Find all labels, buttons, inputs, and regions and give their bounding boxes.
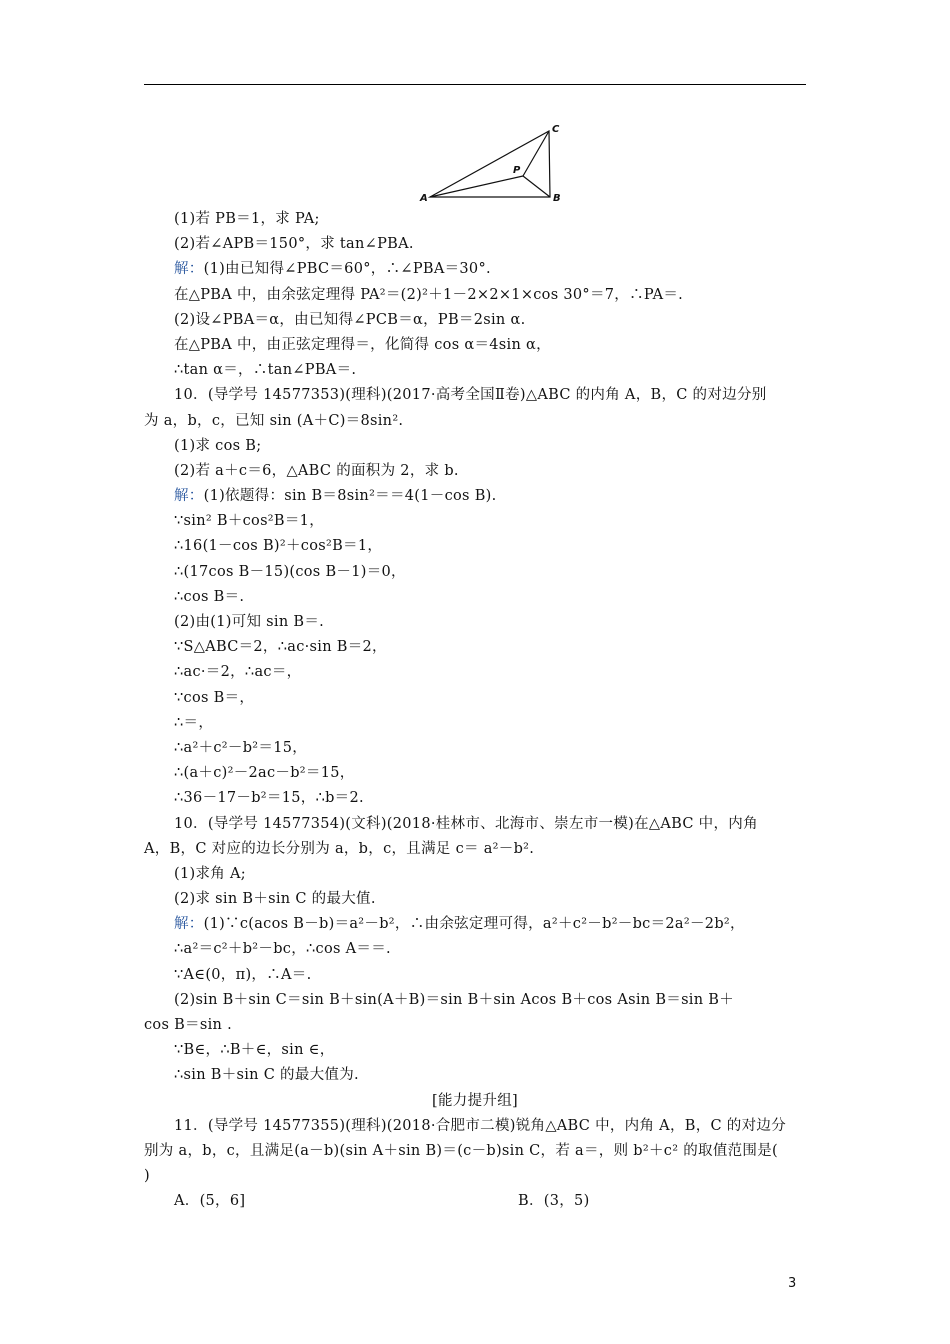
solution-label: 解： (174, 261, 204, 278)
q10a-solution-line: (2)由(1)可知 sin B＝. (174, 614, 325, 630)
solution-label: 解： (174, 916, 204, 933)
option-a: A．(5，6] (174, 1193, 246, 1210)
q10b-solution-line: cos B＝sin . (144, 1017, 232, 1033)
vertex-label-b: B (553, 193, 561, 204)
q10b-solution-line: (2)sin B＋sin C＝sin B＋sin(A＋B)＝sin B＋sin Acos B＋cos Asin B＝sin B＋ (174, 991, 735, 1008)
q10a-stem: 为 a，b，c，已知 sin (A＋C)＝8sin². (144, 412, 404, 429)
q9-part2: (2)若∠APB＝150°，求 tan∠PBA. (174, 236, 414, 253)
q11-stem: ) (144, 1168, 150, 1185)
q10a-stem: 10．(导学号 14577353)(理科)(2017·高考全国Ⅱ卷)△ABC 的内角 A，B，C 的对边分别 (174, 387, 767, 404)
q9-solution-line: 在△PBA 中，由余弦定理得 PA²＝(2)²＋1－2×2×1×cos 30°＝7，∴PA＝. (174, 286, 684, 303)
q10a-solution-line: ∴a²＋c²－b²＝15， (174, 739, 308, 756)
solution-label: 解： (174, 488, 204, 505)
q10b-part2: (2)求 sin B＋sin C 的最大值. (174, 891, 376, 908)
q9-solution-line: 在△PBA 中，由正弦定理得＝，化简得 cos α＝4sin α， (174, 336, 551, 353)
q10a-part2: (2)若 a＋c＝6，△ABC 的面积为 2，求 b. (174, 462, 459, 479)
page-body (144, 207, 806, 1215)
vertex-label-c: C (552, 124, 560, 135)
page-number: 3 (788, 1276, 797, 1291)
header-rule (144, 84, 806, 85)
q10b-part1: (1)求角 A; (174, 865, 246, 882)
q10b-stem: A，B，C 对应的边长分别为 a，b，c，且满足 c＝ a²－b². (144, 840, 535, 857)
q10b-solution-line: 解：(1)∵c(acos B－b)＝a²－b²，∴由余弦定理可得，a²＋c²－b²－bc＝2a²－2b²， (174, 916, 745, 933)
q10a-solution-line: ∴(a＋c)²－2ac－b²＝15， (174, 765, 355, 782)
q10b-solution-line: ∴sin B＋sin C 的最大值为. (174, 1067, 359, 1084)
q10b-stem: 10．(导学号 14577354)(文科)(2018·桂林市、北海市、崇左市一模)在△ABC 中，内角 (174, 815, 758, 832)
q10a-solution-line: ∵S△ABC＝2，∴ac·sin B＝2， (174, 639, 387, 656)
q10a-solution-line: ∵sin² B＋cos²B＝1， (174, 513, 325, 530)
q9-solution-line: ∴tan α＝，∴tan∠PBA＝. (174, 362, 357, 379)
q9-solution-line: 解：(1)由已知得∠PBC＝60°，∴∠PBA＝30°. (174, 261, 491, 278)
q10a-solution-line: ∴36－17－b²＝15，∴b＝2. (174, 790, 364, 807)
q10a-solution-line: ∴16(1－cos B)²＋cos²B＝1， (174, 538, 383, 555)
q9-solution-line: (2)设∠PBA＝α，由已知得∠PCB＝α，PB＝2sin α. (174, 311, 526, 328)
section-heading: [能力提升组] (432, 1092, 518, 1109)
vertex-label-p: P (513, 165, 521, 176)
vertex-label-a: A (420, 193, 428, 204)
option-b: B．(3，5) (518, 1193, 590, 1210)
q11-stem: 别为 a，b，c，且满足(a－b)(sin A＋sin B)＝(c－b)sin C，若 a＝，则 b²＋c² 的取值范围是( (144, 1142, 778, 1159)
q10a-solution-line: 解：(1)依题得：sin B＝8sin²＝＝4(1－cos B). (174, 488, 497, 505)
q10a-solution-line: ∴(17cos B－15)(cos B－1)＝0， (174, 563, 406, 580)
q10a-solution-line: ∴＝， (174, 714, 214, 731)
triangle-diagram (418, 120, 568, 204)
q10a-solution-line: ∴cos B＝. (174, 588, 245, 605)
q9-part1: (1)若 PB＝1，求 PA; (174, 211, 320, 227)
q10b-solution-line: ∵B∈，∴B＋∈，sin ∈， (174, 1042, 335, 1059)
q10b-solution-line: ∴a²＝c²＋b²－bc，∴cos A＝＝. (174, 941, 391, 958)
q10b-solution-line: ∵A∈(0，π)，∴A＝. (174, 966, 312, 983)
q11-stem: 11．(导学号 14577355)(理科)(2018·合肥市二模)锐角△ABC 中，内角 A，B，C 的对边分 (174, 1117, 787, 1134)
q11-options (144, 1189, 806, 1214)
q10a-solution-line: ∴ac·＝2，∴ac＝， (174, 664, 302, 681)
q10a-solution-line: ∵cos B＝， (174, 689, 255, 706)
triangle-figure (418, 120, 568, 204)
q10a-part1: (1)求 cos B; (174, 437, 262, 454)
